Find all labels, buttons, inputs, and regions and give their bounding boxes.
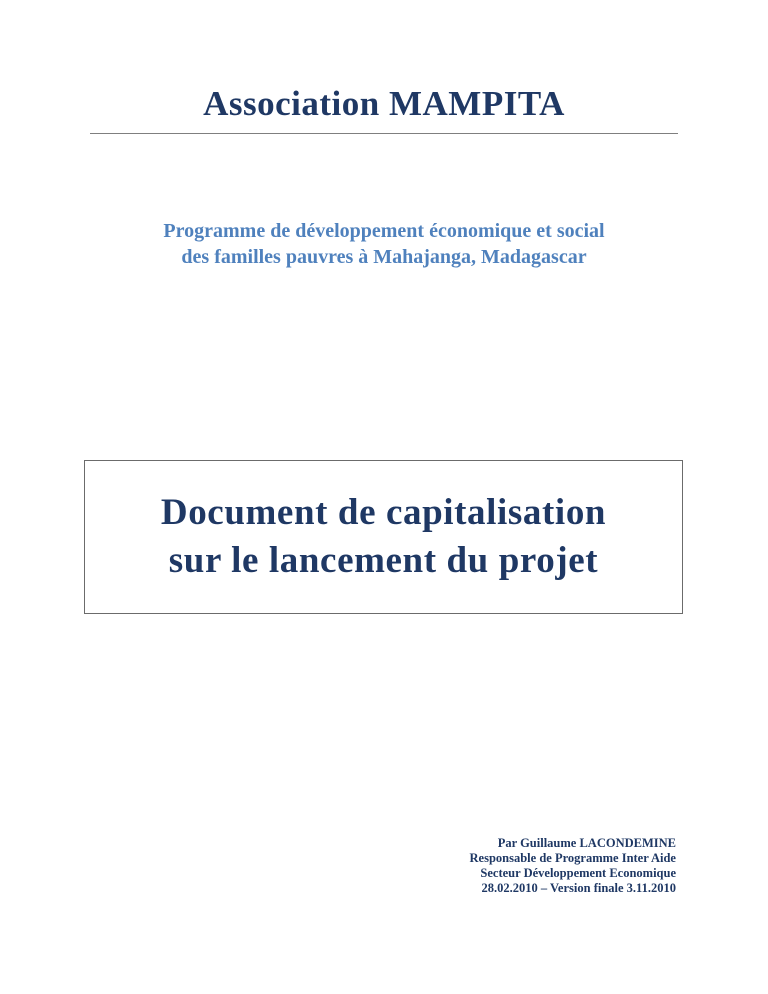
subtitle-line-1: Programme de développement économique et social bbox=[163, 220, 605, 242]
document-title-box bbox=[84, 460, 683, 614]
document-title-line-2: sur le lancement du projet bbox=[168, 540, 599, 581]
title-underline-divider bbox=[90, 133, 678, 134]
author-role: Responsable de Programme Inter Aide bbox=[469, 851, 676, 865]
subtitle-line-2: des familles pauvres à Mahajanga, Madagascar bbox=[181, 246, 587, 268]
author-info bbox=[470, 836, 676, 896]
document-title-line-1: Document de capitalisation bbox=[160, 492, 607, 533]
document-title bbox=[161, 489, 606, 585]
author-name: Par Guillaume LACONDEMINE bbox=[497, 836, 676, 850]
document-dates: 28.02.2010 – Version finale 3.11.2010 bbox=[481, 881, 676, 895]
author-sector: Secteur Développement Economique bbox=[480, 866, 676, 880]
organization-title: Association MAMPITA bbox=[203, 84, 565, 123]
program-subtitle bbox=[90, 218, 678, 270]
